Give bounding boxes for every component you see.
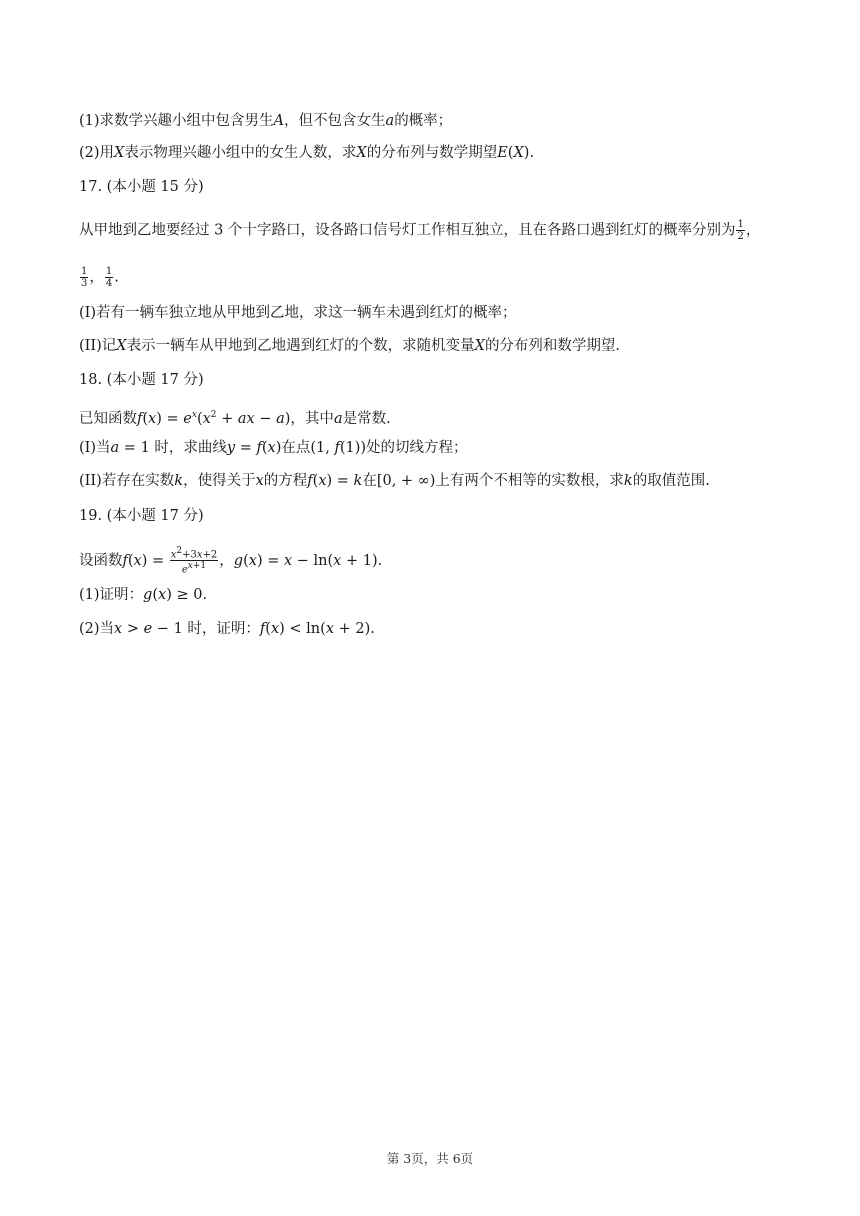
problem-17-stem: 从甲地到乙地要经过 3 个十字路口，设各路口信号灯工作相互独立，且在各路口遇到红灯的概率分别为 $\frac{1}{2}$ ， — [79, 219, 761, 242]
problem-19-part1: (1)证明：g(x) ≥ 0. — [79, 587, 208, 603]
problem-17-part1: (I)若有一辆车独立地从甲地到乙地，求这一辆车未遇到红灯的概率； — [79, 305, 517, 321]
problem-18-part2: (II)若存在实数k，使得关于x的方程f(x) = k在[0, + ∞)上有两个不相等的实数根，求k的取值范围. — [79, 473, 710, 489]
problem-18-part1: (I)当a = 1 时，求曲线y = f(x)在点(1, f(1))处的切线方程； — [79, 440, 468, 456]
problem-19-part2: (2)当x > e − 1 时，证明：f(x) < ln(x + 2). — [79, 621, 375, 637]
page-number-footer: 第 3页，共 6页 — [386, 1151, 474, 1166]
prev-problem-part1: (1)求数学兴趣小组中包含男生A，但不包含女生a的概率； — [79, 113, 453, 129]
problem-19-stem: 设函数f(x) = $\frac{x^2+3x+2}{e^{x+1}}$ ，g(x) = x − ln(x + 1). — [79, 546, 383, 576]
problem-17-stem-continued: $\frac{1}{3}$ ， $\frac{1}{4}$ . — [81, 266, 119, 289]
problem-17-part2: (II)记X表示一辆车从甲地到乙地遇到红灯的个数，求随机变量X的分布列和数学期望. — [79, 338, 621, 354]
problem-19-header: 19. (本小题 17 分) — [79, 508, 204, 524]
problem-18-header: 18. (本小题 17 分) — [79, 372, 204, 388]
problem-17-header: 17. (本小题 15 分) — [79, 179, 204, 195]
prev-problem-part2: (2)用X表示物理兴趣小组中的女生人数，求X的分布列与数学期望E(X). — [79, 145, 535, 161]
problem-18-stem: 已知函数$f(x) = e^x(x^2$ + ax − a)，其中a是常数. — [79, 410, 391, 427]
